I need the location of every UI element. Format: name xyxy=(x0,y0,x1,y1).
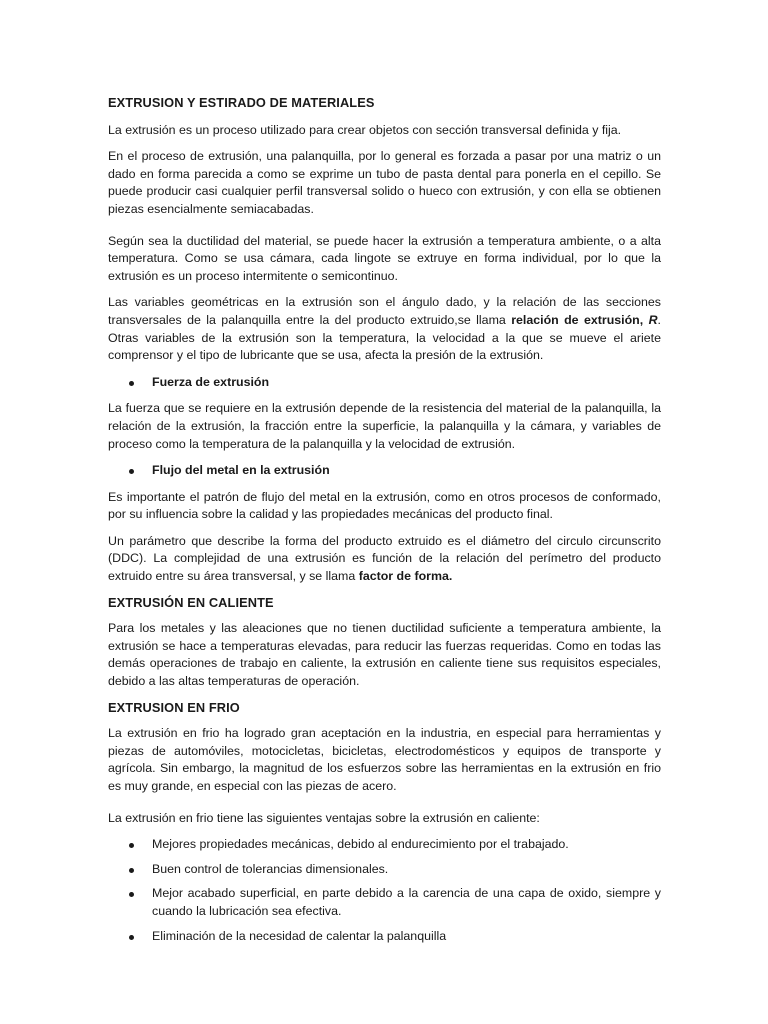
heading-caliente: EXTRUSIÓN EN CALIENTE xyxy=(108,594,274,610)
paragraph-ddc-text: Un parámetro que describe la forma del producto extruido es el diámetro del circulo circunscrito (DDC). La complejidad de una extrusión es función de la relación del perímetro del producto extruido entre su área transversal, y se llama xyxy=(108,533,661,584)
paragraph-caliente: Para los metales y las aleaciones que no tienen ductilidad suficiente a temperatura ambiente, la extrusión se hace a temperaturas elevadas, para reducir las fuerzas requeridas. Como en todas las demás operaciones de trabajo en caliente, la extrusión en caliente tiene sus requisitos especiales, debido a las altas temperaturas de operación. xyxy=(108,621,661,689)
paragraph-flujo: Es importante el patrón de flujo del metal en la extrusión, como en otros procesos de conformado, por su influencia sobre la calidad y las propiedades mecánicas del producto final. xyxy=(108,489,661,522)
list-item-text: Mejores propiedades mecánicas, debido al endurecimiento por el trabajado. xyxy=(152,837,569,852)
document-title: EXTRUSION Y ESTIRADO DE MATERIALES xyxy=(108,95,375,110)
heading-frio: EXTRUSION EN FRIO xyxy=(108,699,240,715)
paragraph-frio: La extrusión en frio ha logrado gran aceptación en la industria, en especial para herramientas y piezas de automóviles, motocicletas, bicicletas, electrodomésticos y equipos de transporte y agrícola. Sin embargo, la magnitud de los esfuerzos sobre las herramientas en la extrusión en frio es muy grande, en especial con las piezas de acero. xyxy=(108,726,661,793)
bullet-flujo xyxy=(108,462,661,480)
bullet-dot xyxy=(129,892,134,897)
list-item-text: Eliminación de la necesidad de calentar la palanquilla xyxy=(152,928,447,943)
bullet-dot xyxy=(129,469,134,474)
list-item xyxy=(108,836,661,854)
bullet-fuerza-label: Fuerza de extrusión xyxy=(152,374,270,389)
paragraph-process: En el proceso de extrusión, una palanquilla, por lo general es forzada a pasar por una matriz o un dado en forma parecida a como se exprime un tubo de pasta dental para ponerla en el cepillo. Se puede producir casi cualquier perfil transversal solido o hueco con extrusión, y con ella se obtienen piezas esencialmente semiacabadas. xyxy=(108,149,661,216)
paragraph-variables-text: Las variables geométricas en la extrusión son el ángulo dado, y la relación de las secciones transversales de la palanquilla entre la del producto extruido,se llama xyxy=(108,295,661,327)
paragraph-ductility: Según sea la ductilidad del material, se puede hacer la extrusión a temperatura ambiente, o a alta temperatura. Como se usa cámara, cada lingote se extruye en forma individual, por lo que la extrusión es un proceso intermitente o semicontinuo. xyxy=(108,233,661,283)
paragraph-variables xyxy=(108,294,661,364)
list-item xyxy=(108,861,661,879)
paragraph-ddc xyxy=(108,533,661,586)
list-item xyxy=(108,928,661,946)
paragraph-ventajas: La extrusión en frio tiene las siguientes ventajas sobre la extrusión en caliente: xyxy=(108,810,540,825)
extrusion-ratio-term: relación de extrusión, xyxy=(511,312,649,327)
list-item xyxy=(108,885,661,920)
bullet-dot xyxy=(129,381,134,386)
list-item-text: Buen control de tolerancias dimensionales. xyxy=(152,861,389,876)
bullet-fuerza xyxy=(108,374,661,392)
bullet-dot xyxy=(129,843,134,848)
paragraph-fuerza: La fuerza que se requiere en la extrusión depende de la resistencia del material de la palanquilla, la relación de la extrusión, la fracción entre la superficie, la palanquilla y la cámara, y variables de proceso como la temperatura de la palanquilla y la velocidad de extrusión. xyxy=(108,401,661,451)
document-page xyxy=(108,94,661,945)
bullet-flujo-label: Flujo del metal en la extrusión xyxy=(152,463,330,478)
shape-factor-term: factor de forma. xyxy=(358,569,453,584)
bullet-dot xyxy=(129,868,134,873)
extrusion-ratio-symbol: R xyxy=(648,312,658,327)
paragraph-variables-text-end: . Otras variables de la extrusión son la temperatura, la velocidad a la que se mueve el ariete comprensor y el tipo de lubricante que se usa, afecta la presión de la extrusión. xyxy=(108,312,661,363)
bullet-dot xyxy=(129,935,134,940)
paragraph-definition: La extrusión es un proceso utilizado para crear objetos con sección transversal definida y fija. xyxy=(108,122,622,137)
list-item-text: Mejor acabado superficial, en parte debido a la carencia de una capa de oxido, siempre y cuando la lubricación sea efectiva. xyxy=(152,886,661,918)
